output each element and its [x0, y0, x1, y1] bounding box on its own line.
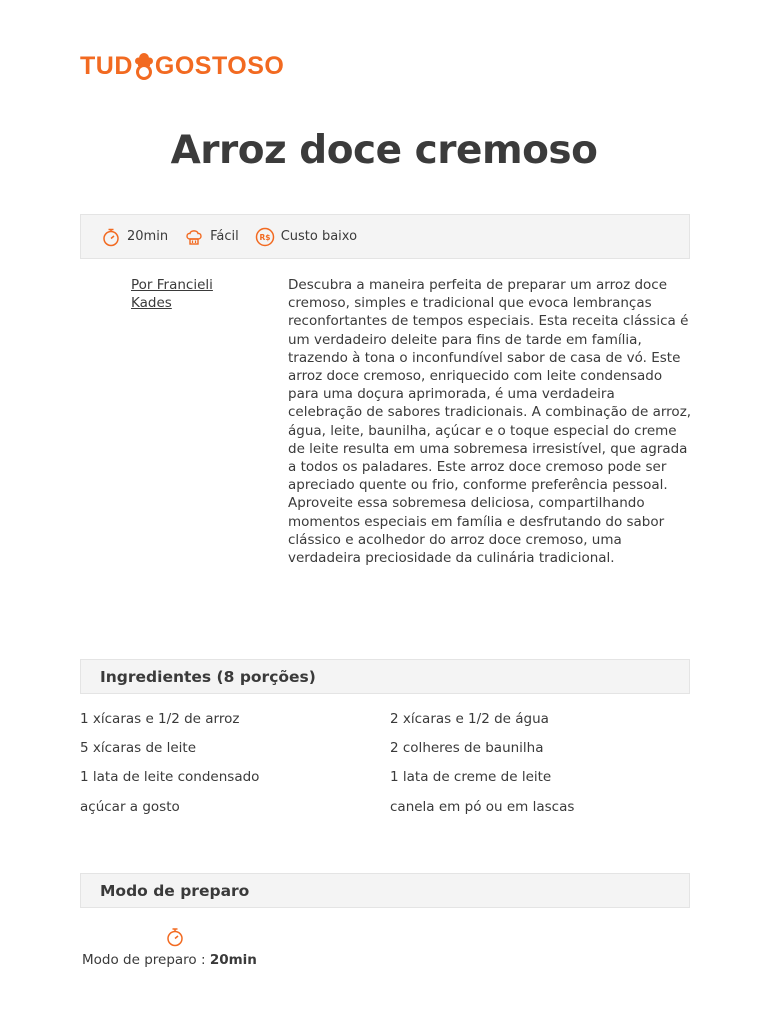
meta-time-value: 20min — [127, 229, 169, 244]
stopwatch-icon — [165, 926, 185, 948]
brand-logo-part1: TUD — [80, 51, 133, 80]
meta-time — [101, 227, 168, 247]
meta-difficulty — [184, 227, 239, 247]
preparation-heading: Modo de preparo — [80, 873, 690, 908]
recipe-meta-bar — [80, 214, 690, 259]
recipe-description: Descubra a maneira perfeita de preparar um arroz doce cremoso, simples e tradicional que evoca lembranças reconfortantes de tempos especiais. Esta receita clássica é um verdadeiro deleite para fins de tarde em família, trazendo à tona o inconfundível sabor de casa de vó. Este arroz doce cremoso, enriquecido com leite condensado para uma doçura aprimorada, é uma verdadeira celebração de sabores tradicionais. A combinação de arroz, água, leite, baunilha, açúcar e o toque especial do creme de leite resulta em uma sobremesa irresistível, que agrada a todos os paladares. Este arroz doce cremoso pode ser apreciado quente ou frio, conforme preferência pessoal. Aproveite essa sobremesa deliciosa, compartilhando momentos especiais em família e desfrutando do sabor clássico e acolhedor do arroz doce cremoso, uma verdadeira preciosidade da culinária tradicional. — [288, 277, 692, 567]
recipe-title: Arroz doce cremoso — [170, 128, 598, 173]
ingredient-item: 2 xícaras e 1/2 de água — [390, 711, 549, 727]
money-icon — [255, 227, 275, 247]
ingredient-item: 5 xícaras de leite — [80, 740, 197, 756]
ingredient-item: 1 xícaras e 1/2 de arroz — [80, 711, 240, 727]
preparation-time — [82, 952, 257, 968]
stopwatch-icon — [101, 227, 121, 247]
ingredient-item: açúcar a gosto — [80, 799, 180, 815]
ingredients-heading: Ingredientes (8 porções) — [80, 659, 690, 694]
chef-hat-icon — [134, 52, 154, 80]
meta-difficulty-value: Fácil — [210, 229, 239, 244]
money-icon-label: R$ — [259, 232, 271, 242]
preparation-time-value: 20min — [209, 952, 257, 968]
brand-logo[interactable] — [80, 50, 284, 82]
chef-hat-icon — [184, 227, 204, 247]
ingredient-item: 1 lata de creme de leite — [390, 769, 552, 785]
preparation-time-label: Modo de preparo : — [82, 952, 206, 968]
ingredient-item: canela em pó ou em lascas — [390, 799, 575, 815]
ingredient-item: 1 lata de leite condensado — [80, 769, 260, 785]
meta-cost-value: Custo baixo — [280, 229, 358, 244]
ingredient-item: 2 colheres de baunilha — [390, 740, 544, 756]
meta-cost — [255, 227, 357, 247]
author-link[interactable]: Por Francieli Kades — [131, 277, 213, 311]
brand-logo-part2: GOSTOSO — [154, 51, 285, 80]
